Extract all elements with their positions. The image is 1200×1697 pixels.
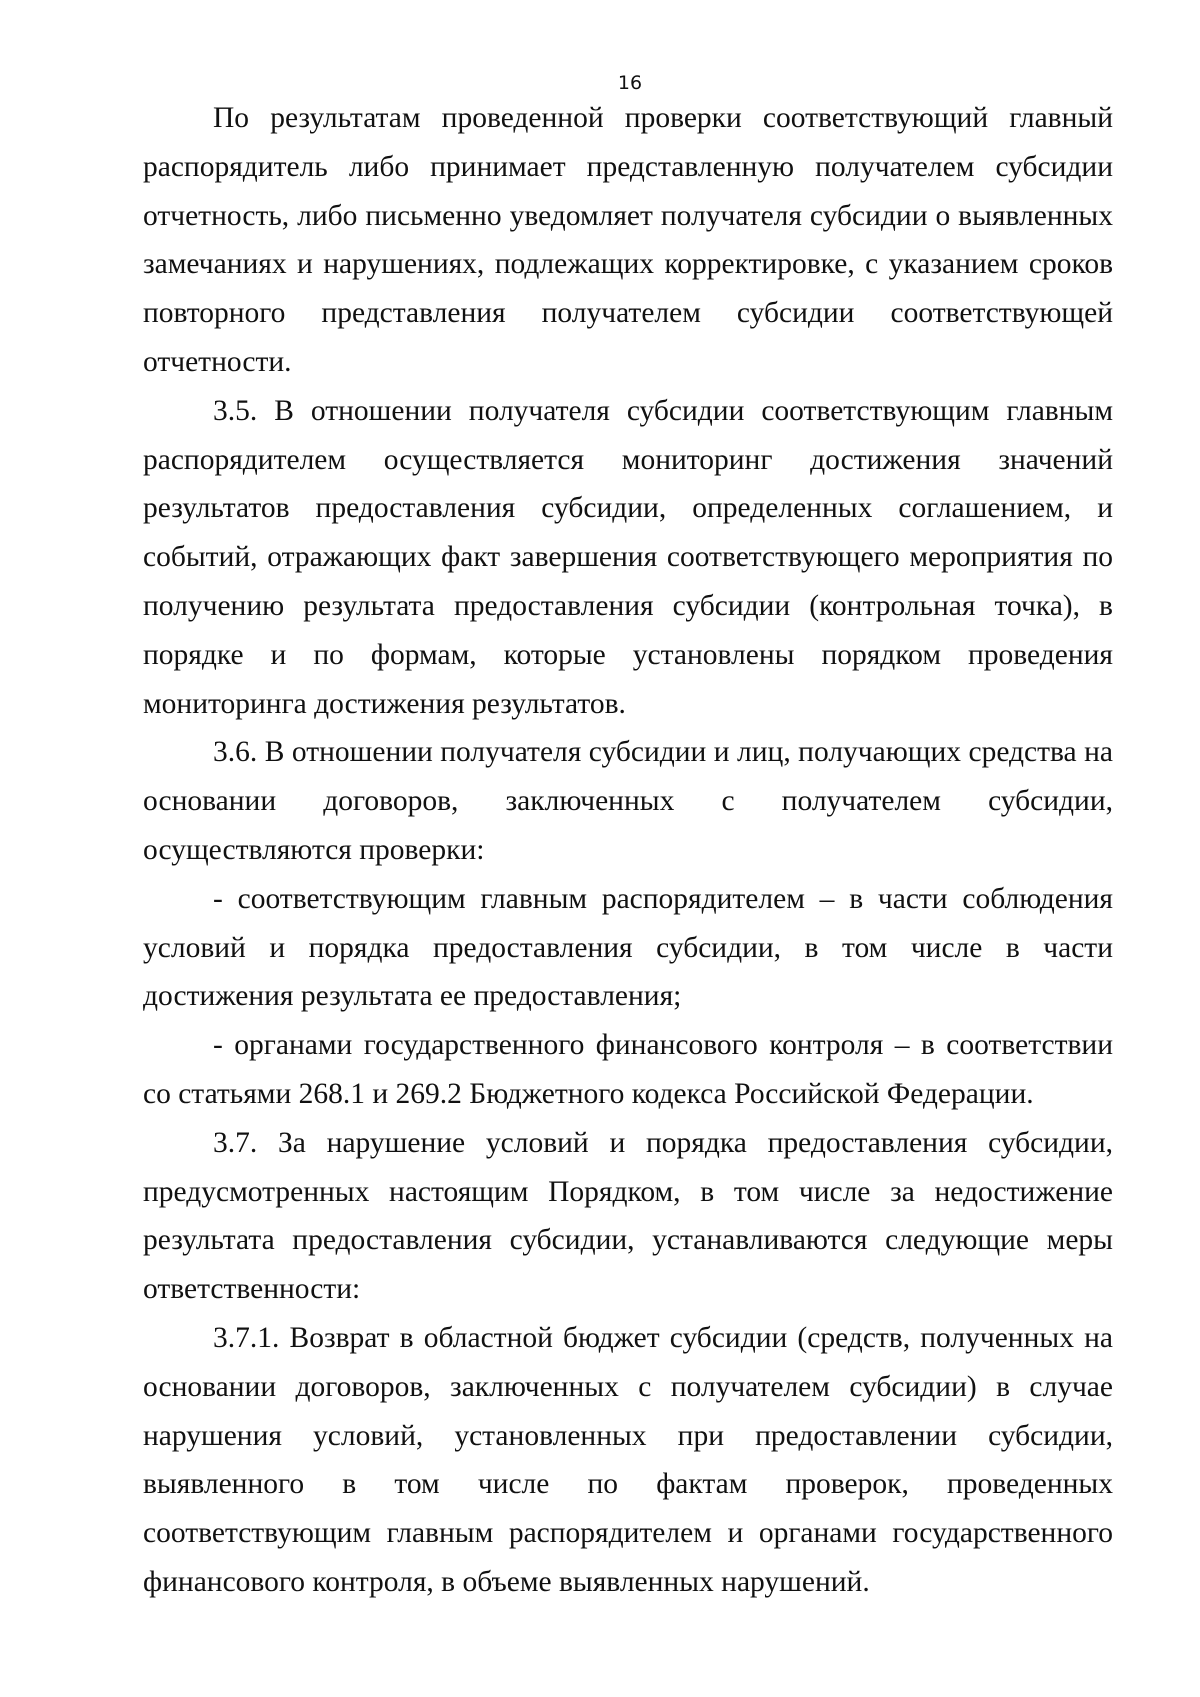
page-number: 16 <box>617 72 643 94</box>
paragraph-review-result: По результатам проведенной проверки соответствующий главный распорядитель либо принимает представленную получателем субсидии отчетность, либо письменно уведомляет получателя субсидии о выявленных замечаниях и нарушениях, подлежащих корректировке, с указанием сроков повторного представления получателем субсидии соответствующей отчетности. <box>143 102 1113 378</box>
document-body <box>143 94 1113 1607</box>
paragraph-3-6-inspections: 3.6. В отношении получателя субсидии и лиц, получающих средства на основании договоров, заключенных с получателем субсидии, осуществляются проверки: <box>143 736 1113 866</box>
paragraph-3-7-1-refund: 3.7.1. Возврат в областной бюджет субсидии (средств, полученных на основании договоров, заключенных с получателем субсидии) в случае нарушения условий, установленных при предоставлении субсидии, выявленного в том числе по фактам проверок, проведенных соответствующим главным распорядителем и органами государственного финансового контроля, в объеме выявленных нарушений. <box>143 1321 1113 1598</box>
list-item-main-administrator: - соответствующим главным распорядителем – в части соблюдения условий и порядка предоставления субсидии, в том числе в части достижения результата ее предоставления; <box>143 882 1113 1013</box>
paragraph-3-5-monitoring: 3.5. В отношении получателя субсидии соответствующим главным распорядителем осуществляется мониторинг достижения значений результатов предоставления субсидии, определенных соглашением, и событий, отражающих факт завершения соответствующего мероприятия по получению результата предоставления субсидии (контрольная точка), в порядке и по формам, которые установлены порядком проведения мониторинга достижения результатов. <box>143 394 1113 720</box>
paragraph-3-7-responsibility: 3.7. За нарушение условий и порядка предоставления субсидии, предусмотренных настоящим Порядком, в том числе за недостижение результата предоставления субсидии, устанавливаются следующие меры ответственности: <box>143 1126 1113 1306</box>
list-item-financial-control: - органами государственного финансового контроля – в соответствии со статьями 268.1 и 269.2 Бюджетного кодекса Российской Федерации. <box>143 1029 1113 1110</box>
